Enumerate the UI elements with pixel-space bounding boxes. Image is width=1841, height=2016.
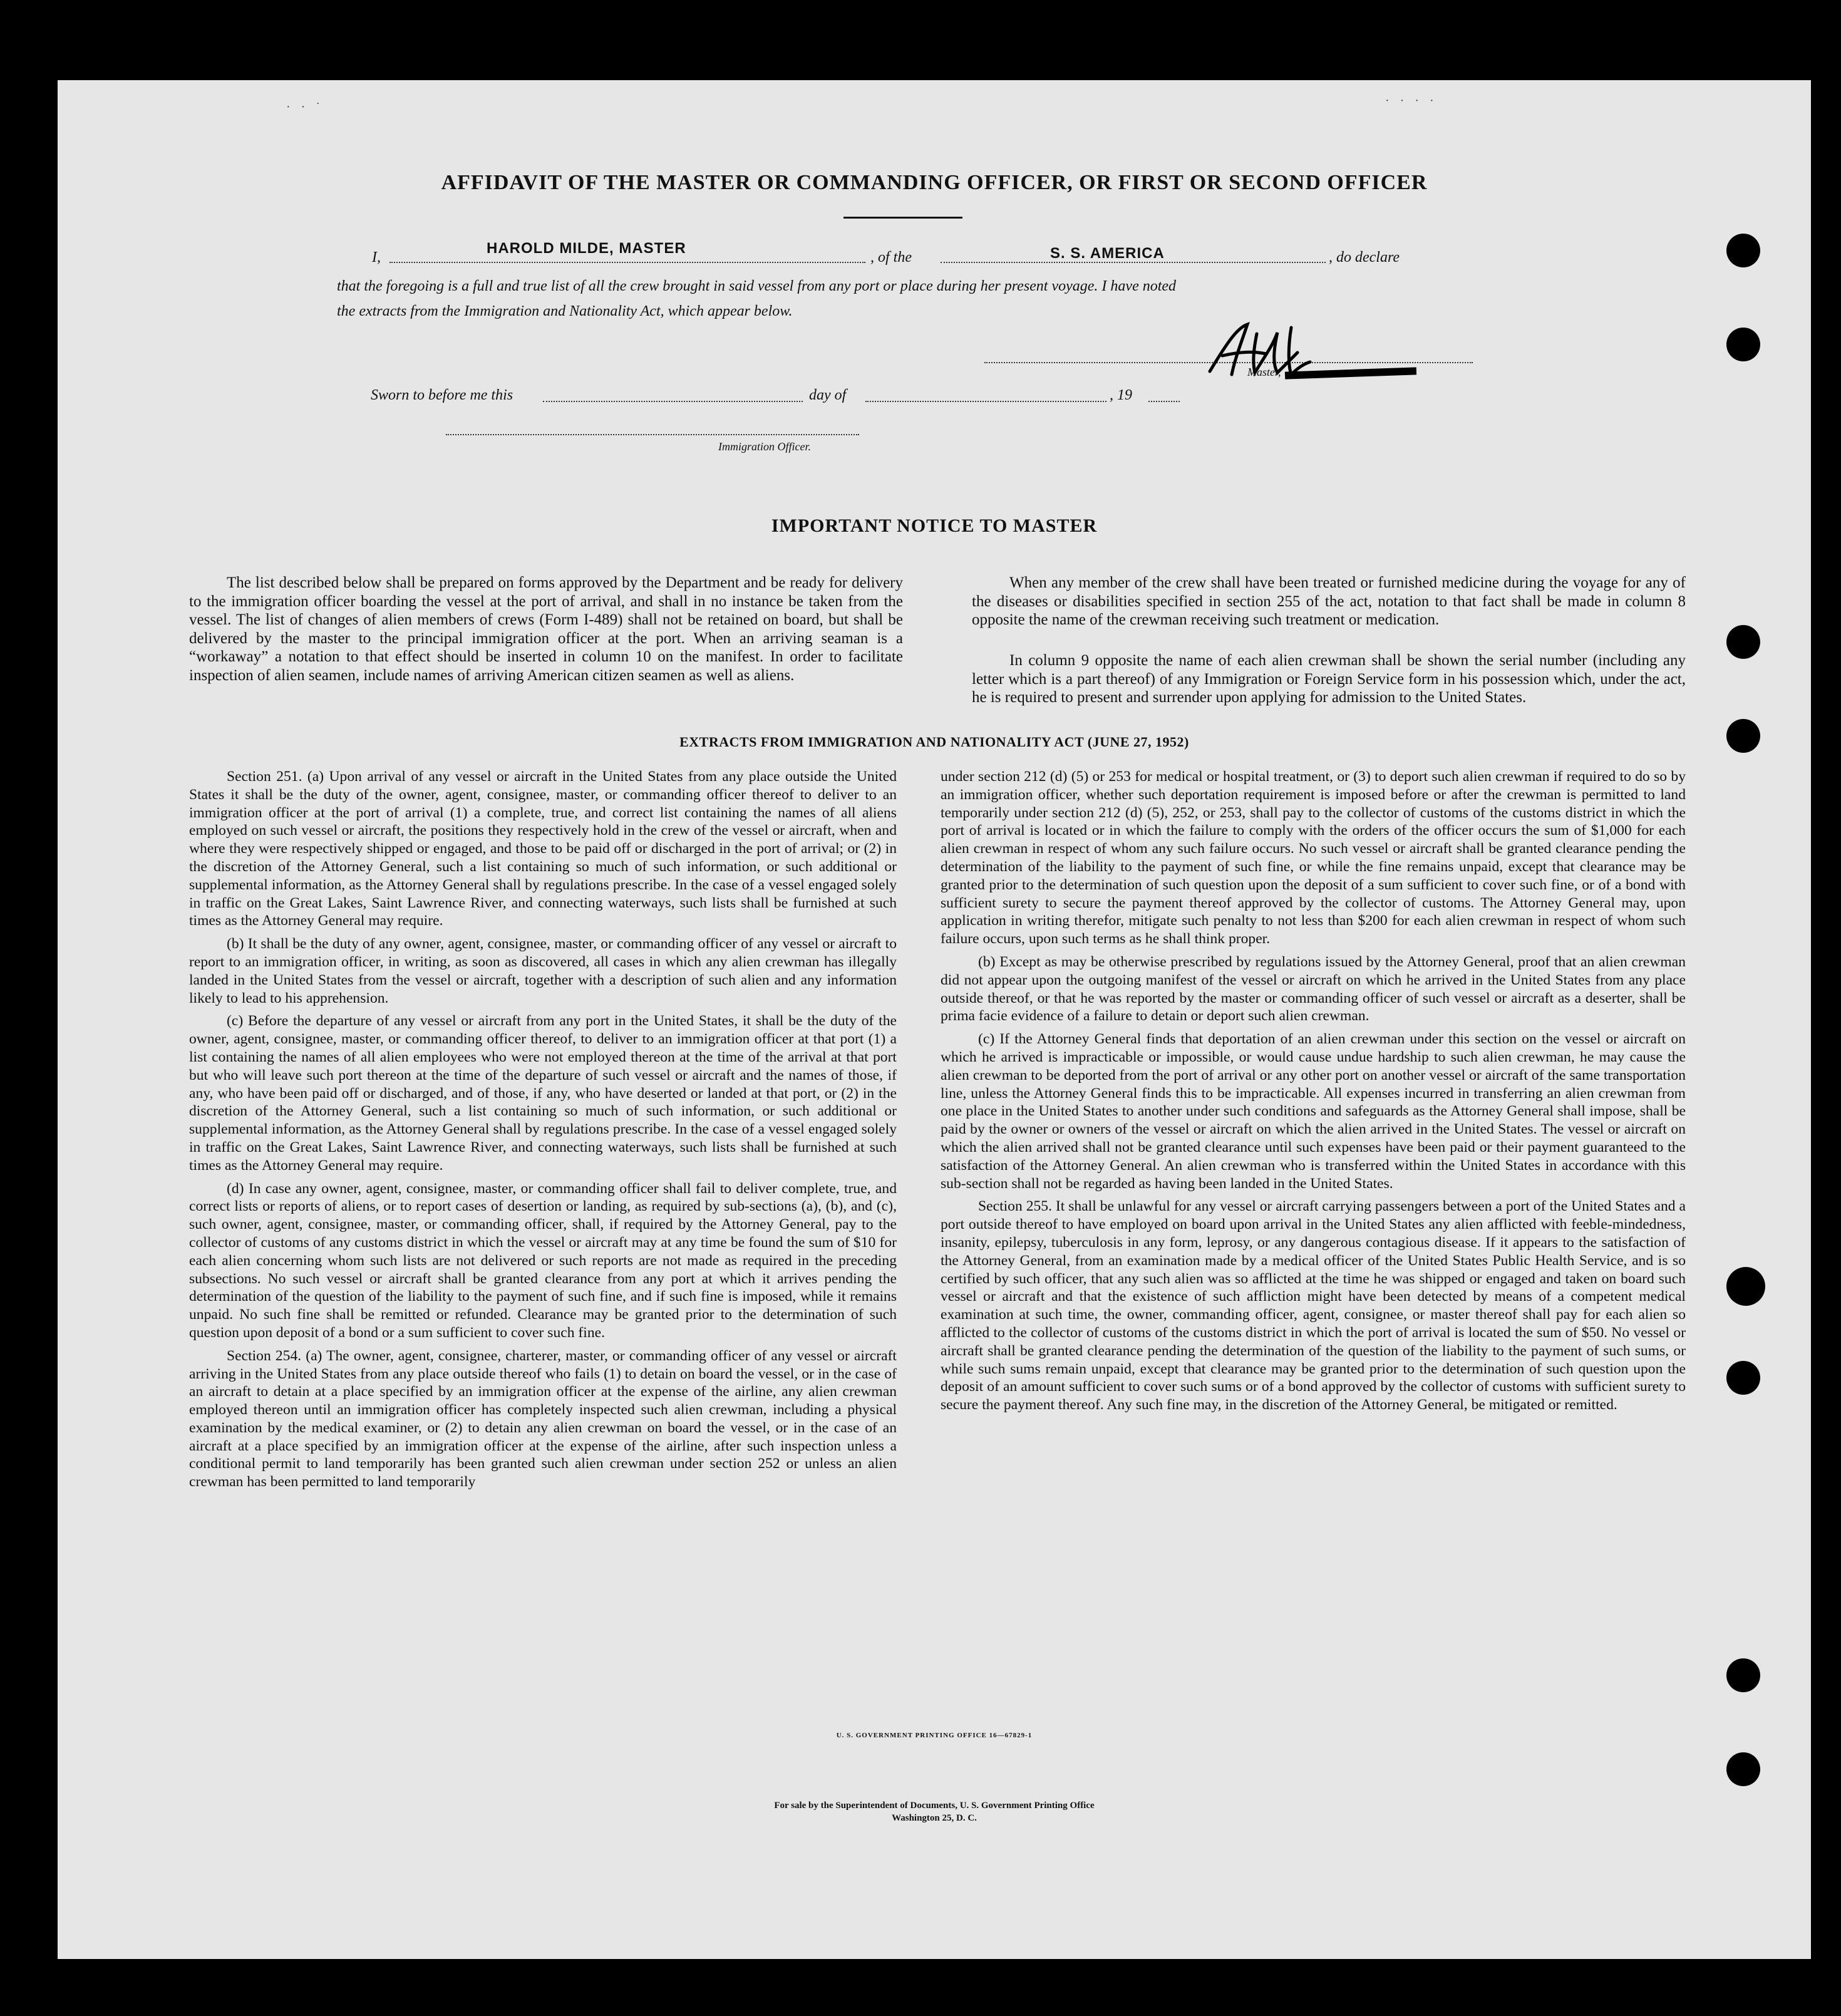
section-254-c: (c) If the Attorney General finds that deportation of an alien crewman under this section on the vessel or aircraft on which he arrived is impracticable or impossible, or would cause undue hardship to such alien crewman, he may cause the alien crewman to be deported from the port of arrival or any other port on another vessel or aircraft of the same transportation line, unless the Attorney General finds this to be impracticable. All expenses incurred in transferring an alien crewman from one place in the United States to another under such conditions and safeguards as the Attorney General shall impose, shall be paid by the owner or owners of the vessel or aircraft on which the alien arrived in the United States. The vessel or aircraft on which the alien arrived shall not be granted clearance until such expenses have been paid or their payment guaranteed to the satisfaction of the Attorney General. An alien crewman who is transferred within the United States in accordance with this sub-section shall not be regarded as having been landed in the United States. — [941, 1031, 1686, 1192]
scan-mark: · · · · — [1385, 94, 1438, 108]
notice-left-paragraph: The list described below shall be prepared on forms approved by the Department and be ready for delivery to the immigration officer boarding the vessel at the port of arrival, and shall in no instance be taken from the vessel. The list of changes of alien members of crews (Form I-489) shall not be retained on board, but shall be delivered by the master to the principal immigration officer at the port. When an arriving seaman is a “workaway” a notation to that effect should be inserted in column 10 on the manifest. In order to facilitate inspection of alien seamen, include names of arriving American citizen seamen as well as aliens. — [189, 574, 903, 684]
sale-line-1: For sale by the Superintendent of Documents, U. S. Government Printing Office — [774, 1801, 1095, 1811]
master-name-line — [389, 262, 865, 263]
sale-notice — [58, 1799, 1811, 1824]
do-declare-label: , do declare — [1329, 249, 1400, 266]
vessel-name-value[interactable]: S. S. AMERICA — [1050, 245, 1165, 262]
notice-title: IMPORTANT NOTICE TO MASTER — [771, 515, 1098, 536]
punch-hole — [1726, 719, 1760, 753]
punch-hole — [1726, 1658, 1760, 1692]
section-251-b: (b) It shall be the duty of any owner, agent, consignee, master, or commanding officer of any vessel or aircraft to report to an immigration officer, in writing, as soon as discovered, all cases in which any alien crewman has illegally landed in the United States from the vessel or aircraft, together with a description of such alien and any information likely to lead to his apprehension. — [189, 936, 897, 1006]
officer-signature-line — [446, 434, 859, 435]
affidavit-title: AFFIDAVIT OF THE MASTER OR COMMANDING OFFICER, OR FIRST OR SECOND OFFICER — [441, 171, 1428, 194]
scan-mark: · · ˙ — [286, 100, 324, 114]
section-251-d: (d) In case any owner, agent, consignee, master, or commanding officer shall fail to deliver complete, true, and correct lists or reports of aliens, or to report cases of desertion or landing, as required by sub-sections (a), (b), and (c), such owner, agent, consignee, master, or commanding officer, shall, if required by the Attorney General, pay to the collector of customs of any customs district in which the vessel or aircraft may at any time be found the sum of $10 for each alien concerning whom such lists are not delivered or such reports are not made as required in the preceding subsections. No such vessel or aircraft shall be granted clearance from any port at which it arrives pending the determination of the question of the liability to the payment of such fine, and if such fine is imposed, while it remains unpaid. No such fine shall be remitted or refunded. Clearance may be granted prior to the determination of such question upon deposit of a bond or a sum sufficient to cover such fine. — [189, 1180, 897, 1341]
affidavit-statement-line-1: that the foregoing is a full and true list of all the crew brought in said vessel from any port or place during her present voyage. I have noted — [337, 278, 1177, 294]
printing-office-line: U. S. GOVERNMENT PRINTING OFFICE 16—67829-1 — [836, 1732, 1033, 1739]
master-name-value[interactable]: HAROLD MILDE, MASTER — [487, 240, 686, 257]
sale-line-2: Washington 25, D. C. — [892, 1813, 977, 1823]
signature-caption: Master, — [1247, 366, 1281, 378]
punch-hole — [1726, 1752, 1760, 1786]
section-255: Section 255. It shall be unlawful for any vessel or aircraft carrying passengers between a port of the United States and a port outside thereof to have employed on board upon arrival in the United States any alien afflicted with feeble-mindedness, insanity, epilepsy, tuberculosis in any form, leprosy, or any dangerous contagious disease. If it appears to the satisfaction of the Attorney General, from an examination made by a medical officer of the United States Public Health Service, and is so certified by such officer, that any such alien was so afflicted at the time he was shipped or engaged and taken on board such vessel or aircraft and that the existence of such affliction might have been detected by means of a competent medical examination at such time, the owner, commanding officer, agent, consignee, or master thereof shall pay for each alien so afflicted to the collector of customs of the customs district in which the port of arrival is located the sum of $50. No vessel or aircraft shall be granted clearance pending the determination of the question of the liability to the payment of such sums, or while such sums remain unpaid, except that clearance may be granted prior to the determination of such question upon the deposit of an amount sufficient to cover such sums or of a bond approved by the collector of customs with sufficient surety to secure the payment thereof. Any such fine may, in the discretion of the Attorney General, be mitigated or remitted. — [941, 1198, 1686, 1414]
notice-right-paragraph-1: When any member of the crew shall have been treated or furnished medicine during the voyage for any of the diseases or disabilities specified in section 255 of the act, notation to that fact shall be made in column 8 opposite the name of the crewman receiving such treatment or medication. — [972, 574, 1686, 629]
punch-hole — [1726, 1267, 1765, 1306]
extracts-right-column — [941, 768, 1686, 1419]
sworn-day-line — [543, 401, 803, 402]
punch-hole — [1726, 1361, 1760, 1395]
day-of-label: day of — [809, 387, 847, 403]
section-254-b: (b) Except as may be otherwise prescribed by regulations issued by the Attorney General, proof that an alien crewman did not appear upon the outgoing manifest of the vessel or aircraft on which he arrived in the United States from any place outside thereof, or that he was reported by the master or commanding officer of such vessel or aircraft as a deserter, shall be prima facie evidence of a failure to detain or deport such alien crewman. — [941, 953, 1686, 1025]
punch-hole — [1726, 234, 1760, 267]
i-label: I, — [372, 249, 381, 266]
officer-caption: Immigration Officer. — [718, 440, 811, 453]
year-label: , 19 — [1110, 387, 1132, 403]
sworn-year-line — [1148, 401, 1180, 402]
extracts-left-column — [189, 768, 897, 1496]
sworn-month-line — [865, 401, 1106, 402]
affidavit-statement-line-2: the extracts from the Immigration and Nationality Act, which appear below. — [337, 303, 793, 319]
title-divider — [843, 217, 962, 219]
section-254-a: Section 254. (a) The owner, agent, consignee, charterer, master, or commanding officer of any vessel or aircraft arriving in the United States from any place outside thereof who fails (1) to detain on board the vessel, or in the case of an aircraft to detain at a place specified by an immigration officer at the expense of the airline, any alien crewman employed thereon until an immigration officer has completely inspected such alien crewman, including a physical examination by the medical examiner, or (2) to detain any alien crewman on board the vessel, or in the case of an aircraft at a place specified by an immigration officer at the expense of the airline, after such inspection unless a conditional permit to land temporarily has been granted such alien crewman under section 252 or unless an alien crewman has been permitted to land temporarily — [189, 1347, 897, 1491]
form-page — [58, 80, 1811, 1959]
punch-hole — [1726, 328, 1760, 361]
section-251-a: Section 251. (a) Upon arrival of any vessel or aircraft in the United States from any place outside the United States it shall be the duty of the owner, agent, consignee, master, or commanding officer thereof to deliver to an immigration officer at the port of arrival (1) a complete, true, and correct list containing the names of all aliens employed on such vessel or aircraft, the positions they respectively hold in the crew of the vessel or aircraft, when and where they were respectively shipped or engaged, and those to be paid off or discharged in the port of arrival; or (2) in the discretion of the Attorney General, such a list containing so much of such information, or such additional or supplemental information, as the Attorney General shall by regulations prescribe. In the case of a vessel engaged solely in traffic on the Great Lakes, Saint Lawrence River, and connecting waterways, such lists shall be furnished at such times as the Attorney General may require. — [189, 768, 897, 929]
section-251-c: (c) Before the departure of any vessel or aircraft from any port in the United States, it shall be the duty of the owner, agent, consignee, master, or commanding officer thereof, to deliver to an immigration officer at that port (1) a list containing the names of all alien employees who were not employed thereon at the time of the arrival at that port but who will leave such port thereon at the time of the departure of such vessel or aircraft and the names of those, if any, who have been paid off or discharged, and of those, if any, who have deserted or landed at that port, or (2) in the discretion of the Attorney General, such a list containing so much of such information, or such additional or supplemental information, as the Attorney General shall by regulations prescribe. In the case of a vessel engaged solely in traffic on the Great Lakes, Saint Lawrence River, and connecting waterways, such lists shall be furnished at such times as the Attorney General may require. — [189, 1013, 897, 1174]
notice-right-paragraph-2: In column 9 opposite the name of each alien crewman shall be shown the serial number (including any letter which is a part thereof) of any Immigration or Foreign Service form in his possession which, under the act, he is required to present and surrender upon applying for admission to the United States. — [972, 652, 1686, 706]
punch-hole — [1726, 625, 1760, 659]
section-254-a-continued: under section 212 (d) (5) or 253 for medical or hospital treatment, or (3) to deport such alien crewman if required to do so by an immigration officer, whether such deportation requirement is imposed before or after the crewman is permitted to land temporarily under section 212 (d) (5), 252, or 253, shall pay to the collector of customs of the customs district in which the port of arrival is located or in which the failure to comply with the orders of the officer occurs the sum of $1,000 for each alien crewman in respect of whom any such failure occurs. No such vessel or aircraft shall be granted clearance pending the determination of the liability to the payment of such fine, or while the fine remains unpaid, except that clearance may be granted prior to the determination of such question upon the deposit of a sum sufficient to cover such fine, or of a bond with sufficient surety to secure the payment thereof approved by the collector of customs. The Attorney General may, upon application in writing therefor, mitigate such penalty to not less than $200 for each alien crewman in respect of whom such failure occurs, upon such terms as he shall think proper. — [941, 768, 1686, 948]
of-the-label: , of the — [870, 249, 912, 266]
extracts-title: EXTRACTS FROM IMMIGRATION AND NATIONALITY ACT (JUNE 27, 1952) — [679, 734, 1189, 750]
sworn-label: Sworn to before me this — [371, 387, 513, 403]
